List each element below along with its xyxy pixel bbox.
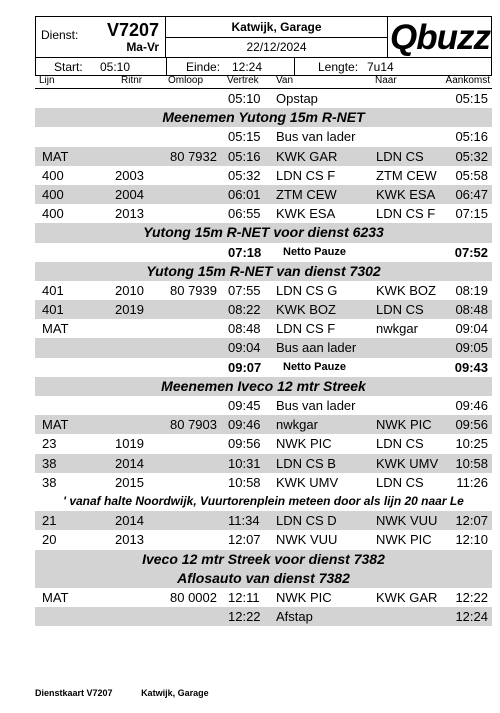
cell-naar: NWK PIC (376, 417, 432, 433)
trip-row (35, 454, 492, 473)
cell-van: nwkgar (276, 417, 318, 433)
cell-naar: KWK BOZ (376, 282, 436, 298)
trip-row (35, 607, 492, 626)
cell-naar: NWK PIC (376, 532, 432, 548)
cell-ritnr: 2004 (115, 186, 144, 202)
date: 22/12/2024 (246, 40, 307, 54)
cell-lijn: 23 (42, 436, 57, 452)
cell-lijn: 38 (42, 455, 57, 471)
dienst-days: Ma-Vr (126, 40, 159, 54)
cell-aankomst: 06:47 (455, 186, 488, 202)
banner-text: Meenemen Yutong 15m R-NET (162, 109, 365, 126)
cell-aankomst: 12:10 (455, 532, 488, 548)
cell-vertrek: 12:11 (228, 589, 260, 605)
trip-row (35, 530, 492, 549)
cell-van: LDN CS F (276, 321, 336, 337)
cell-aankomst: 12:24 (455, 609, 488, 625)
end-label: Einde: (186, 60, 221, 74)
cell-aankomst: 08:19 (455, 282, 488, 298)
trip-row (35, 281, 492, 300)
cell-naar: KWK UMV (376, 455, 439, 471)
cell-naar: LDN CS (376, 148, 424, 164)
cell-van: Bus aan lader (276, 340, 357, 356)
start-time: 05:10 (100, 60, 131, 74)
cell-vertrek: 09:04 (228, 340, 261, 356)
cell-ritnr: 2010 (115, 282, 144, 298)
trip-row (35, 127, 492, 146)
cell-vertrek: 05:10 (228, 91, 261, 106)
cell-naar: KWK GAR (376, 589, 438, 605)
times-bar (35, 58, 492, 76)
dienst-cell (36, 17, 166, 57)
cell-ritnr: 2013 (115, 532, 144, 548)
start-label: Start: (54, 60, 83, 74)
cell-van: LDN CS F (276, 167, 336, 183)
schedule-rows (35, 89, 492, 626)
pause-end: 07:52 (454, 244, 488, 260)
cell-van: LDN CS B (276, 455, 336, 471)
dienst-label: Dienst: (41, 28, 79, 42)
cell-naar: LDN CS (376, 436, 424, 452)
cell-lijn: 400 (42, 186, 64, 202)
cell-vertrek: 12:07 (228, 532, 261, 548)
trip-row (35, 415, 492, 434)
cell-vertrek: 12:22 (228, 609, 261, 625)
cell-aankomst: 09:56 (455, 417, 488, 433)
trip-row (35, 300, 492, 319)
pause-row (35, 358, 492, 377)
pause-label: Netto Pauze (283, 245, 346, 258)
trip-row (35, 185, 492, 204)
trip-row (35, 588, 492, 607)
pause-start: 09:07 (228, 359, 262, 375)
cell-ritnr: 2014 (115, 513, 144, 529)
cell-vertrek: 05:15 (228, 129, 261, 145)
cell-vertrek: 05:32 (228, 167, 261, 183)
pause-row (35, 243, 492, 262)
trip-row (35, 338, 492, 357)
cell-van: NWK PIC (276, 436, 332, 452)
cell-omloop: 80 7903 (170, 417, 217, 433)
duty-sheet (35, 16, 492, 626)
cell-van: Afstap (276, 609, 313, 625)
column-headers (35, 76, 492, 89)
info-text: ' vanaf halte Noordwijk, Vuurtorenplein meteen door als lijn 20 naar Le (63, 493, 464, 508)
cell-van: KWK BOZ (276, 302, 336, 318)
cell-van: Bus van lader (276, 398, 356, 413)
cell-naar: LDN CS F (376, 206, 436, 222)
cell-aankomst: 10:58 (455, 455, 488, 471)
cell-van: Bus van lader (276, 129, 356, 145)
cell-naar: KWK ESA (376, 186, 436, 202)
cell-aankomst: 11:26 (456, 474, 488, 490)
length-label: Lengte: (318, 60, 359, 74)
cell-aankomst: 07:15 (455, 206, 488, 222)
cell-ritnr: 1019 (115, 436, 144, 452)
cell-vertrek: 06:55 (228, 206, 261, 222)
section-banner (35, 223, 492, 242)
cell-vertrek: 09:46 (228, 417, 261, 433)
footer-location: Katwijk, Garage (141, 688, 209, 698)
cell-lijn: 20 (42, 532, 57, 548)
banner-text: Yutong 15m R-NET van dienst 7302 (146, 262, 381, 279)
cell-omloop: 80 0002 (170, 589, 217, 605)
footer-label: Dienstkaart V7207 (35, 688, 113, 698)
cell-aankomst: 05:58 (455, 167, 488, 183)
cell-naar: nwkgar (376, 321, 418, 337)
trip-row (35, 396, 492, 415)
trip-row (35, 166, 492, 185)
logo-cell (388, 17, 491, 57)
cell-naar: NWK VUU (376, 513, 438, 529)
pause-start: 07:18 (228, 244, 262, 260)
col-van: Van (276, 75, 294, 86)
trip-row (35, 204, 492, 223)
cell-lijn: 401 (42, 302, 64, 318)
end-time: 12:24 (232, 60, 263, 74)
col-naar: Naar (375, 75, 397, 86)
pause-label: Netto Pauze (283, 360, 346, 373)
col-omloop: Omloop (168, 75, 204, 86)
cell-omloop: 80 7939 (170, 282, 217, 298)
length-value: 7u14 (367, 60, 394, 74)
cell-van: NWK PIC (276, 589, 332, 605)
col-vertrek: Vertrek (227, 75, 259, 86)
cell-naar: ZTM CEW (376, 167, 437, 183)
cell-lijn: MAT (42, 589, 69, 605)
banner-text: Iveco 12 mtr Streek voor dienst 7382 (142, 550, 385, 567)
cell-vertrek: 08:22 (228, 302, 261, 318)
col-lijn: Lijn (39, 75, 55, 86)
cell-ritnr: 2014 (115, 455, 144, 471)
location: Katwijk, Garage (166, 20, 387, 38)
cell-lijn: 38 (42, 474, 57, 490)
cell-vertrek: 11:34 (228, 513, 260, 529)
cell-aankomst: 09:04 (455, 321, 488, 337)
col-ritnr: Ritnr (121, 75, 143, 86)
info-row (35, 492, 492, 511)
qbuzz-logo: Qbuzz (390, 18, 490, 57)
cell-vertrek: 10:31 (228, 455, 261, 471)
trip-row (35, 319, 492, 338)
trip-row (35, 511, 492, 530)
cell-aankomst: 12:22 (455, 589, 488, 605)
section-banner (35, 569, 492, 588)
cell-lijn: MAT (42, 321, 69, 337)
cell-lijn: 21 (42, 513, 57, 529)
cell-ritnr: 2019 (115, 302, 144, 318)
cell-van: ZTM CEW (276, 186, 337, 202)
section-banner (35, 108, 492, 127)
cell-ritnr: 2003 (115, 167, 144, 183)
dienst-number: V7207 (106, 20, 159, 40)
cell-aankomst: 12:07 (455, 513, 488, 529)
cell-ritnr: 2015 (115, 474, 144, 490)
banner-text: Aflosauto van dienst 7382 (177, 569, 350, 586)
section-banner (35, 550, 492, 569)
cell-van: Opstap (276, 91, 318, 106)
cell-van: KWK UMV (276, 474, 339, 490)
trip-row (35, 147, 492, 166)
cell-lijn: 400 (42, 167, 64, 183)
cell-aankomst: 05:15 (455, 91, 488, 106)
cell-vertrek: 07:55 (228, 282, 261, 298)
banner-text: Meenemen Iveco 12 mtr Streek (161, 377, 366, 394)
cell-van: KWK GAR (276, 148, 338, 164)
location-cell (166, 17, 388, 57)
section-banner (35, 262, 492, 281)
cell-van: NWK VUU (276, 532, 338, 548)
cell-aankomst: 09:05 (455, 340, 488, 356)
cell-vertrek: 05:16 (228, 148, 261, 164)
cell-aankomst: 05:16 (455, 129, 488, 145)
col-aankomst: Aankomst (445, 75, 490, 86)
cell-naar: LDN CS (376, 302, 424, 318)
cell-omloop: 80 7932 (170, 148, 217, 164)
trip-row (35, 473, 492, 492)
cell-aankomst: 10:25 (455, 436, 488, 452)
footer (35, 688, 209, 698)
cell-lijn: MAT (42, 417, 69, 433)
cell-vertrek: 09:45 (228, 398, 261, 413)
cell-van: KWK ESA (276, 206, 336, 222)
cell-van: LDN CS G (276, 282, 338, 298)
cell-aankomst: 09:46 (455, 398, 488, 413)
cell-van: LDN CS D (276, 513, 337, 529)
cell-aankomst: 05:32 (455, 148, 488, 164)
banner-text: Yutong 15m R-NET voor dienst 6233 (143, 224, 384, 241)
cell-aankomst: 08:48 (455, 302, 488, 318)
section-banner (35, 377, 492, 396)
trip-row (35, 89, 492, 108)
cell-ritnr: 2013 (115, 206, 144, 222)
cell-lijn: MAT (42, 148, 69, 164)
trip-row (35, 434, 492, 453)
sheet-header (35, 16, 492, 58)
cell-naar: LDN CS (376, 474, 424, 490)
cell-vertrek: 08:48 (228, 321, 261, 337)
cell-vertrek: 10:58 (228, 474, 261, 490)
cell-lijn: 401 (42, 282, 64, 298)
cell-vertrek: 09:56 (228, 436, 261, 452)
cell-vertrek: 06:01 (228, 186, 261, 202)
pause-end: 09:43 (454, 359, 488, 375)
cell-lijn: 400 (42, 206, 64, 222)
